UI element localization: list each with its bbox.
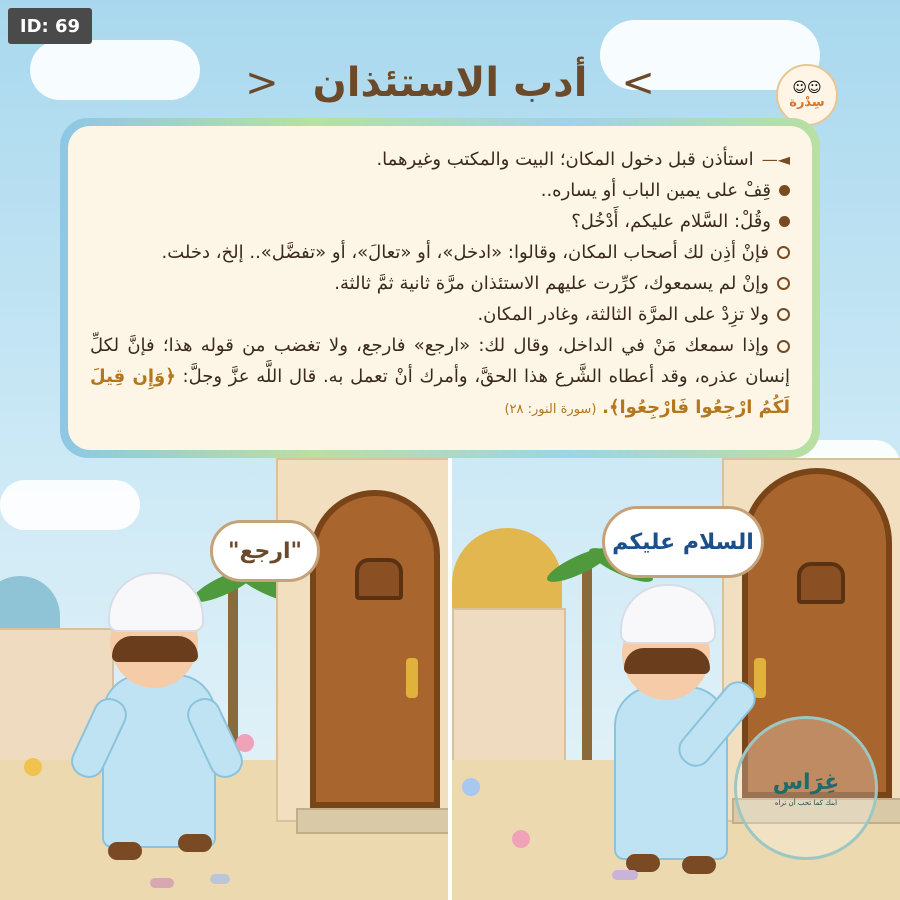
surah-reference: (سورة النور: ٢٨)	[504, 402, 597, 417]
door-window	[355, 558, 403, 600]
list-item	[90, 299, 790, 330]
door-step	[296, 808, 448, 834]
mosque-dome	[0, 576, 60, 636]
list-item-text: وقُلْ: السَّلام عليكم، أَدْخُل؟	[571, 211, 771, 232]
kids-faces-icon: ☺☺	[792, 79, 822, 96]
open-bullet-icon	[777, 246, 790, 259]
list-item	[90, 206, 790, 237]
brand-logo	[776, 64, 838, 126]
intro-text: استأذن قبل دخول المكان؛ البيت والمكتب وغيرهما.	[376, 149, 754, 170]
content-card-inner	[68, 126, 812, 450]
closed-door	[310, 490, 440, 808]
boy-shoe	[108, 842, 142, 860]
pebble	[150, 878, 174, 888]
chevron-right-icon: <	[621, 60, 655, 106]
flower	[462, 778, 480, 796]
boy-shoe	[178, 834, 212, 852]
door-handle	[406, 658, 418, 698]
kufi-cap	[620, 584, 716, 644]
open-bullet-icon	[777, 340, 790, 353]
closing-paragraph	[90, 330, 790, 425]
intro-line	[90, 144, 790, 175]
pebble	[612, 870, 638, 880]
flower	[512, 830, 530, 848]
door-window	[797, 562, 845, 604]
boy-walking-away	[80, 566, 230, 866]
page-title: أدب الاستئذان	[312, 60, 588, 106]
palm-tree	[582, 558, 592, 778]
boy-knocking	[592, 578, 772, 878]
pebble	[210, 874, 230, 884]
speech-bubble-text: السلام عليكم	[612, 529, 754, 555]
boy-shoe	[682, 856, 716, 874]
watermark-tagline: ابنك كما تحب أن تراه	[774, 798, 838, 807]
mosque-building	[452, 608, 566, 772]
content-card	[60, 118, 820, 458]
flower	[236, 734, 254, 752]
id-badge: ID: 69	[8, 8, 92, 44]
illustration-turn-back	[0, 458, 448, 900]
quran-verse: ﴿وَإِن قِيلَ لَكُمُ ارْجِعُوا فَارْجِعُوا﴾.	[90, 366, 790, 418]
watermark-name: غِرَاس	[772, 769, 840, 795]
mosque-dome	[452, 528, 562, 608]
filled-bullet-icon	[779, 185, 790, 196]
list-item	[90, 237, 790, 268]
flower	[24, 758, 42, 776]
list-item	[90, 175, 790, 206]
boy-hair	[624, 648, 710, 674]
arrow-left-icon: ◄—	[761, 150, 790, 169]
list-item	[90, 268, 790, 299]
kufi-cap	[108, 572, 204, 632]
watermark-logo	[734, 716, 878, 860]
speech-bubble-text: "ارجع"	[228, 538, 303, 564]
closing-paragraph-text: وإذا سمعك مَنْ في الداخل، وقال لك: «ارجع» فارجع، ولا تغضب من قوله هذا؛ فإنَّ لكلِّ إنسان عذره، وقد أعطاه الشَّرع هذا الحقَّ، وأمرك أنْ تعمل به. قال اللَّه عزَّ وجلَّ:	[90, 335, 790, 387]
list-item-text: وإنْ لم يسمعوك، كرِّرت عليهم الاستئذان مرَّة ثانية ثمَّ ثالثة.	[334, 273, 769, 294]
speech-bubble-right	[602, 506, 764, 578]
open-bullet-icon	[777, 277, 790, 290]
list-item-text: فإنْ أذِن لك أصحاب المكان، وقالوا: «ادخل»، أو «تعالَ»، أو «تفضَّل».. إلخ، دخلت.	[161, 242, 769, 263]
brand-logo-name: سِدْرة	[789, 94, 825, 110]
title-bar	[0, 52, 900, 114]
filled-bullet-icon	[779, 216, 790, 227]
list-item-text: قِفْ على يمين الباب أو يساره..	[540, 180, 771, 201]
boy-hair	[112, 636, 198, 662]
list-item-text: ولا تزِدْ على المرَّة الثالثة، وغادر المكان.	[477, 304, 769, 325]
open-bullet-icon	[777, 308, 790, 321]
chevron-left-icon: >	[245, 60, 279, 106]
